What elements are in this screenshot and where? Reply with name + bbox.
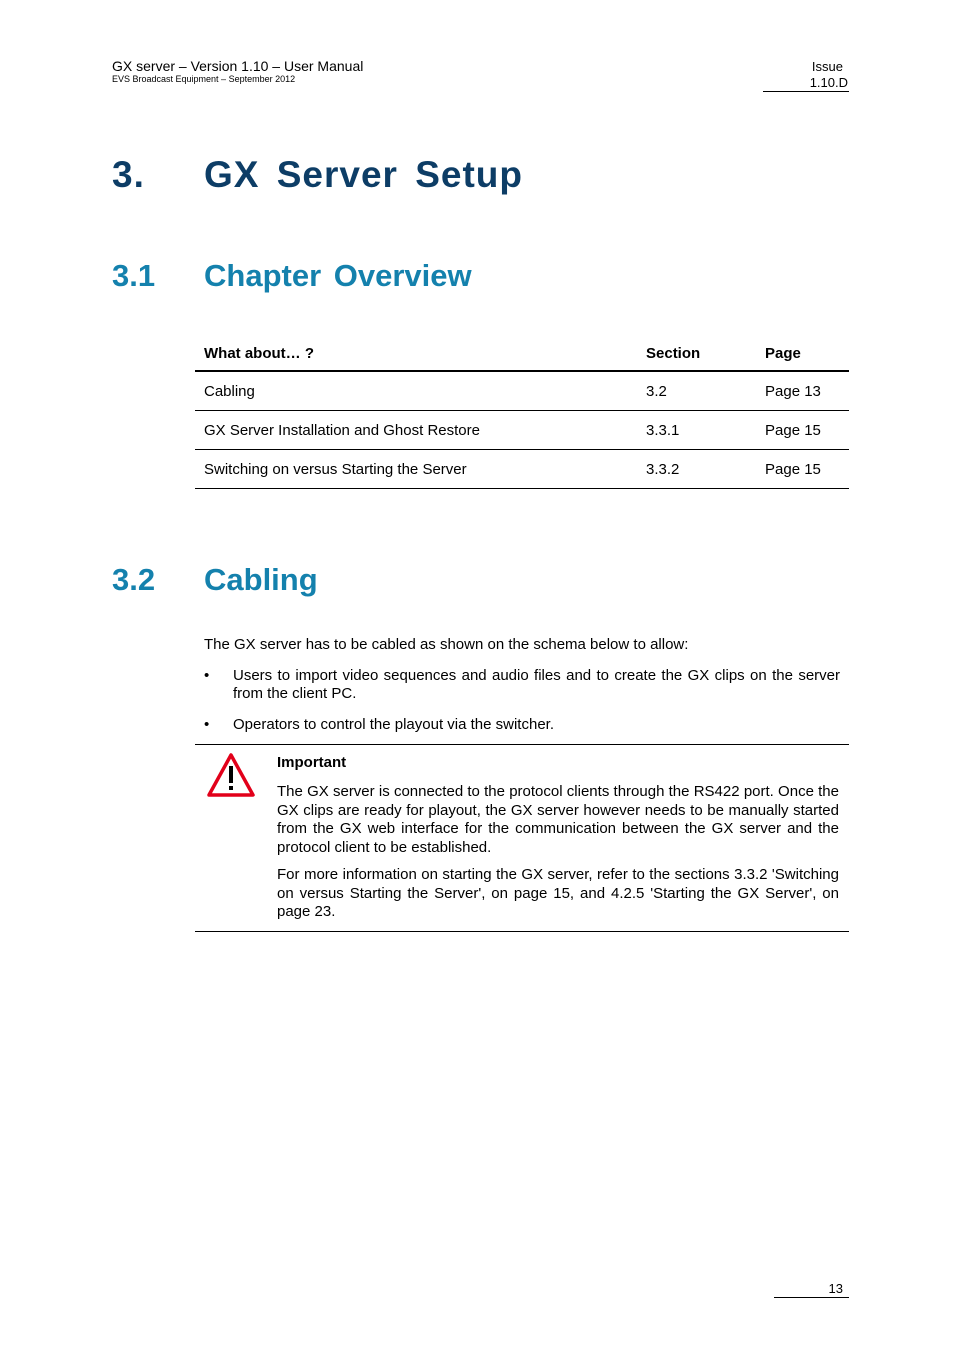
header-issue-label: Issue: [811, 59, 843, 74]
section-number: 3.1: [112, 258, 156, 293]
bullet-marker: •: [204, 667, 210, 684]
table-cell-section: 3.3.1: [637, 411, 756, 450]
section-title: Cabling: [204, 562, 318, 597]
table-cell-section: 3.3.2: [637, 450, 756, 489]
table-cell-topic: Cabling: [195, 371, 637, 411]
note-heading: Important: [277, 754, 347, 771]
table-cell-topic: Switching on versus Starting the Server: [195, 450, 637, 489]
page-number: 13: [828, 1281, 843, 1296]
column-header-topic: What about… ?: [195, 336, 637, 371]
list-item: [204, 667, 840, 703]
header-publisher-date: EVS Broadcast Equipment – September 2012: [112, 74, 296, 84]
header-document-title: GX server – Version 1.10 – User Manual: [112, 58, 364, 74]
table-cell-page: Page 15: [756, 411, 849, 450]
bullet-marker: •: [204, 716, 210, 733]
cabling-intro-paragraph: The GX server has to be cabled as shown on the schema below to allow:: [204, 636, 689, 653]
chapter-overview-table: [195, 336, 849, 489]
footer-rule: [774, 1297, 849, 1298]
table-cell-topic: GX Server Installation and Ghost Restore: [195, 411, 637, 450]
column-header-section: Section: [637, 336, 756, 371]
header-rule: [763, 91, 849, 92]
table-cell-page: Page 13: [756, 371, 849, 411]
table-row: [195, 450, 849, 489]
header-issue-version: 1.10.D: [809, 75, 848, 90]
warning-triangle-icon: [207, 753, 255, 797]
table-row: [195, 411, 849, 450]
note-top-rule: [195, 744, 849, 745]
list-item-text: Operators to control the playout via the switcher.: [233, 716, 554, 733]
note-bottom-rule: [195, 931, 849, 932]
chapter-title: GX Server Setup: [204, 154, 524, 195]
note-paragraph: For more information on starting the GX server, refer to the sections 3.3.2 'Switching on versus Starting the Server', on page 15, and 4.2.5 'Starting the GX Server', on page 23.: [277, 866, 839, 920]
table-cell-page: Page 15: [756, 450, 849, 489]
note-paragraph: The GX server is connected to the protocol clients through the RS422 port. Once the GX clips are ready for playout, the GX server however needs to be manually started from the GX web interface for the communication between the GX server and the protocol client to be established.: [277, 783, 839, 856]
table-row: [195, 371, 849, 411]
section-title: Chapter Overview: [204, 258, 472, 293]
chapter-number: 3.: [112, 154, 145, 195]
table-cell-section: 3.2: [637, 371, 756, 411]
section-number: 3.2: [112, 562, 156, 597]
list-item-text: Users to import video sequences and audio files and to create the GX clips on the server from the client PC.: [233, 667, 840, 702]
table-header-row: [195, 336, 849, 371]
column-header-page: Page: [756, 336, 849, 371]
list-item: [204, 716, 840, 734]
